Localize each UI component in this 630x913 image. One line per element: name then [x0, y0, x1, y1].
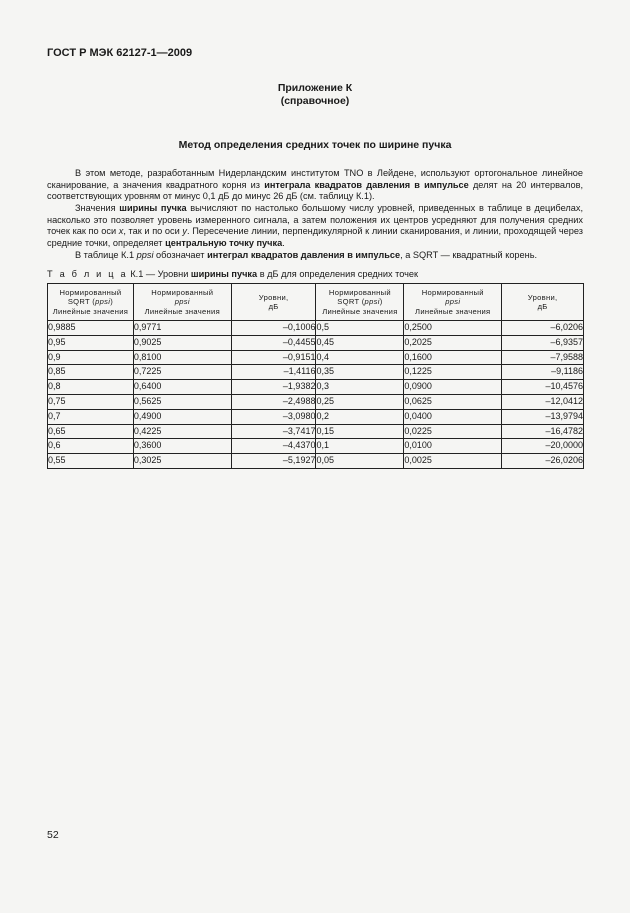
table-cell: 0,4900 — [133, 409, 231, 424]
table-header-row — [48, 284, 584, 321]
table-cell: 0,6 — [48, 439, 134, 454]
table-cell: 0,0025 — [404, 454, 502, 469]
table-cell: –2,4988 — [231, 394, 316, 409]
table-cell: 0,3 — [316, 380, 404, 395]
table-cell: –20,0000 — [502, 439, 584, 454]
document-code: ГОСТ Р МЭК 62127-1—2009 — [47, 47, 193, 59]
table-cell: 0,0100 — [404, 439, 502, 454]
table-cell: –0,9151 — [231, 350, 316, 365]
section-title: Метод определения средних точек по ширине пучка — [178, 139, 452, 151]
table-cell: 0,65 — [48, 424, 134, 439]
table-cell: 0,0900 — [404, 380, 502, 395]
table-cell: –7,9588 — [502, 350, 584, 365]
table-cell: 0,0400 — [404, 409, 502, 424]
page-number: 52 — [47, 829, 59, 841]
table-caption: Т а б л и ц а К.1 — Уровни ширины пучка в дБ для определения средних точек — [47, 269, 419, 279]
table-cell: –3,0980 — [231, 409, 316, 424]
table-cell: 0,7 — [48, 409, 134, 424]
table-row — [48, 394, 584, 409]
table-cell: 0,8100 — [133, 350, 231, 365]
header-normalized-sqrt: Нормированный SQRT (ppsi) Линейные значения — [48, 284, 134, 321]
table-cell: 0,9 — [48, 350, 134, 365]
table-row — [48, 365, 584, 380]
term-pulse-pressure-squared-integral: интеграла квадратов давления в импульсе — [264, 179, 469, 190]
table-cell: 0,2500 — [404, 321, 502, 336]
annex-status: (справочное) — [280, 95, 350, 107]
table-cell: –3,7417 — [231, 424, 316, 439]
table-cell: 0,4 — [316, 350, 404, 365]
table-cell: –1,4116 — [231, 365, 316, 380]
table-cell: 0,5625 — [133, 394, 231, 409]
paragraph-3: В таблице К.1 ppsi обозначает интеграл квадратов давления в импульсе, а SQRT — квадратный корень. — [75, 250, 538, 261]
table-row — [48, 350, 584, 365]
table-cell: –1,9382 — [231, 380, 316, 395]
table-cell: –0,1006 — [231, 321, 316, 336]
table-cell: 0,15 — [316, 424, 404, 439]
table-cell: 0,9025 — [133, 335, 231, 350]
table-row — [48, 321, 584, 336]
table-cell: 0,45 — [316, 335, 404, 350]
table-cell: –9,1186 — [502, 365, 584, 380]
header-normalized-ppsi: Нормированный ppsi Линейные значения — [133, 284, 231, 321]
annex-heading — [0, 82, 630, 108]
table-cell: –6,0206 — [502, 321, 584, 336]
table-cell: –5,1927 — [231, 454, 316, 469]
table-cell: 0,9771 — [133, 321, 231, 336]
table-cell: 0,1 — [316, 439, 404, 454]
header-normalized-ppsi-2: Нормированный ppsi Линейные значения — [404, 284, 502, 321]
table-cell: 0,1225 — [404, 365, 502, 380]
table-row — [48, 335, 584, 350]
table-cell: 0,6400 — [133, 380, 231, 395]
annex-title: Приложение К — [277, 82, 353, 94]
table-cell: 0,3025 — [133, 454, 231, 469]
table-cell: 0,25 — [316, 394, 404, 409]
table-cell: –13,9794 — [502, 409, 584, 424]
table-cell: –26,0206 — [502, 454, 584, 469]
table-cell: 0,05 — [316, 454, 404, 469]
table-cell: –10,4576 — [502, 380, 584, 395]
table-row — [48, 439, 584, 454]
table-cell: 0,9885 — [48, 321, 134, 336]
table-cell: 0,3600 — [133, 439, 231, 454]
header-normalized-sqrt-2: Нормированный SQRT (ppsi) Линейные значения — [316, 284, 404, 321]
term-beam-centre-point: центральную точку пучка — [165, 238, 283, 249]
table-cell: 0,0225 — [404, 424, 502, 439]
table-cell: 0,2025 — [404, 335, 502, 350]
table-cell: –0,4455 — [231, 335, 316, 350]
paragraph-2: Значения ширины пучка вычисляют по настолько большому числу уровней, приведенных в таблице в децибелах, насколько это позволяет уровень измеренного сигнала, а затем положения их центров усредняют для получения средних точек как по оси x, так и по оси y. Пересечение линии, перпендикулярной к линии сканирования, и линии, проходящей через средние точки, определяет центральную точку пучка. — [47, 203, 583, 249]
table-row — [48, 409, 584, 424]
table-cell: 0,8 — [48, 380, 134, 395]
table-cell: –6,9357 — [502, 335, 584, 350]
table-caption-label: Т а б л и ц а — [47, 269, 128, 279]
table-cell: –12,0412 — [502, 394, 584, 409]
table-cell: 0,35 — [316, 365, 404, 380]
table-cell: 0,4225 — [133, 424, 231, 439]
table-cell: 0,85 — [48, 365, 134, 380]
table-cell: –4,4370 — [231, 439, 316, 454]
paragraph-1: В этом методе, разработанным Нидерландским институтом TNO в Лейдене, используют ортогональное линейное сканирование, а значения квадратного корня из интеграла квадратов давления в импульсе делят на 20 интервалов, соответствующих уровням от минус 0,1 дБ до минус 26 дБ (см. таблицу К.1). — [47, 168, 583, 202]
term-pulse-pressure-squared-integral-2: интеграл квадратов давления в импульсе — [207, 250, 401, 261]
table-cell: 0,5 — [316, 321, 404, 336]
table-row — [48, 424, 584, 439]
header-levels-db: Уровни, дБ — [231, 284, 316, 321]
header-levels-db-2: Уровни, дБ — [502, 284, 584, 321]
table-cell: –16,4782 — [502, 424, 584, 439]
table-cell: 0,7225 — [133, 365, 231, 380]
table-cell: 0,1600 — [404, 350, 502, 365]
term-beam-width: ширины пучка — [119, 203, 187, 214]
table-row — [48, 380, 584, 395]
table-cell: 0,0625 — [404, 394, 502, 409]
beam-width-levels-table — [47, 283, 584, 469]
body-text — [47, 168, 583, 262]
table-cell: 0,2 — [316, 409, 404, 424]
table-cell: 0,95 — [48, 335, 134, 350]
table-cell: 0,75 — [48, 394, 134, 409]
table-row — [48, 454, 584, 469]
table-cell: 0,55 — [48, 454, 134, 469]
